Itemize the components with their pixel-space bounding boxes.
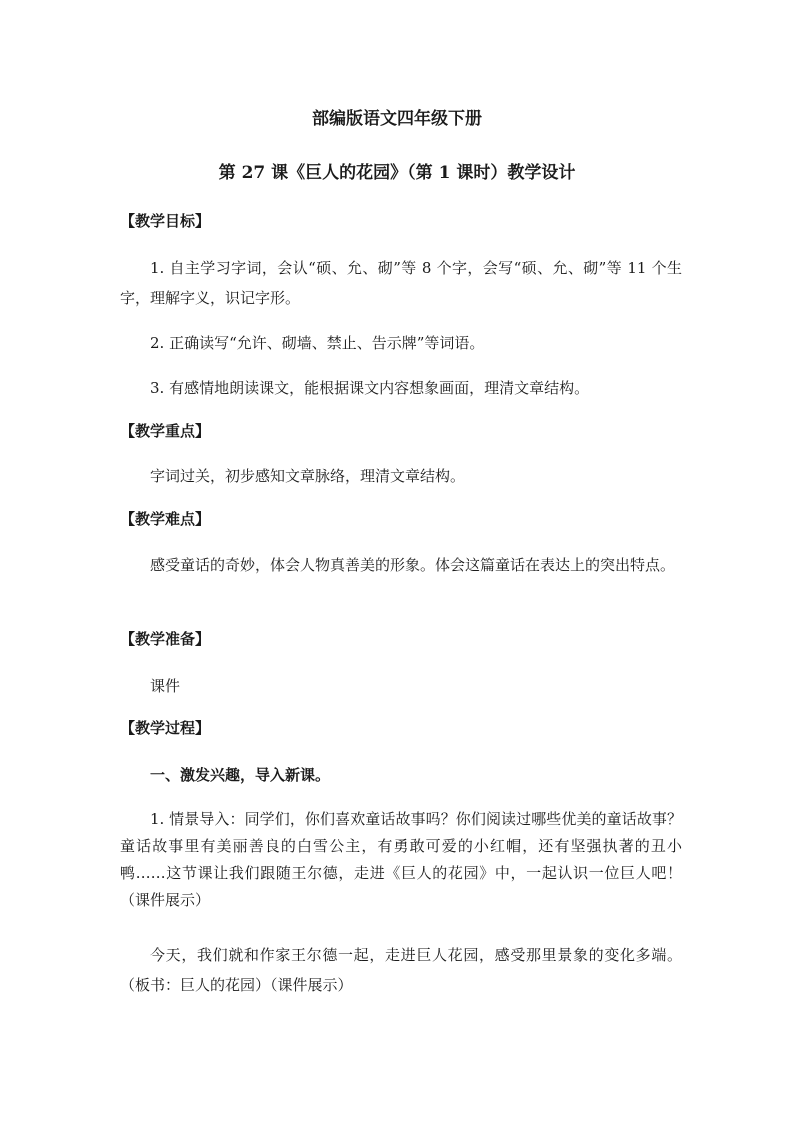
document-subtitle: 第 27 课《巨人的花园》（第 1 课时）教学设计	[218, 163, 576, 183]
objective-item-1: 1. 自主学习字词，会认“硕、允、砌”等 8 个字，会写“硕、允、砌”等 11 个生字，理解字义，识记字形。	[120, 259, 682, 307]
document-title: 部编版语文四年级下册	[312, 109, 482, 129]
key-points-text: 字词过关，初步感知文章脉络，理清文章结构。	[150, 467, 466, 485]
process-paragraph-2: 今天，我们就和作家王尔德一起，走进巨人花园，感受那里景象的变化多端。（板书：巨人的花园）（课件展示）	[120, 946, 682, 994]
objectives-heading: 【教学目标】	[120, 212, 211, 230]
difficulties-heading: 【教学难点】	[120, 510, 211, 528]
preparation-heading: 【教学准备】	[120, 630, 211, 648]
objective-item-3: 3. 有感情地朗读课文，能根据课文内容想象画面，理清文章结构。	[150, 379, 590, 397]
process-step1-title: 一、激发兴趣，导入新课。	[150, 766, 331, 784]
key-points-heading: 【教学重点】	[120, 422, 211, 440]
process-heading: 【教学过程】	[120, 719, 211, 737]
process-paragraph-1: 1. 情景导入：同学们，你们喜欢童话故事吗？你们阅读过哪些优美的童话故事？ 童话故事里有美丽善良的白雪公主，有勇敢可爱的小红帽，还有坚强执著的丑小鸭……这节课让我们跟随王尔德，走进《巨人的花园》中，一起认识一位巨人吧！（课件展示）	[120, 810, 682, 909]
preparation-text: 课件	[150, 677, 181, 695]
difficulties-text: 感受童话的奇妙，体会人物真善美的形象。体会这篇童话在表达上的突出特点。	[150, 556, 676, 574]
objective-item-2: 2. 正确读写“允许、砌墙、禁止、告示牌”等词语。	[150, 334, 485, 352]
